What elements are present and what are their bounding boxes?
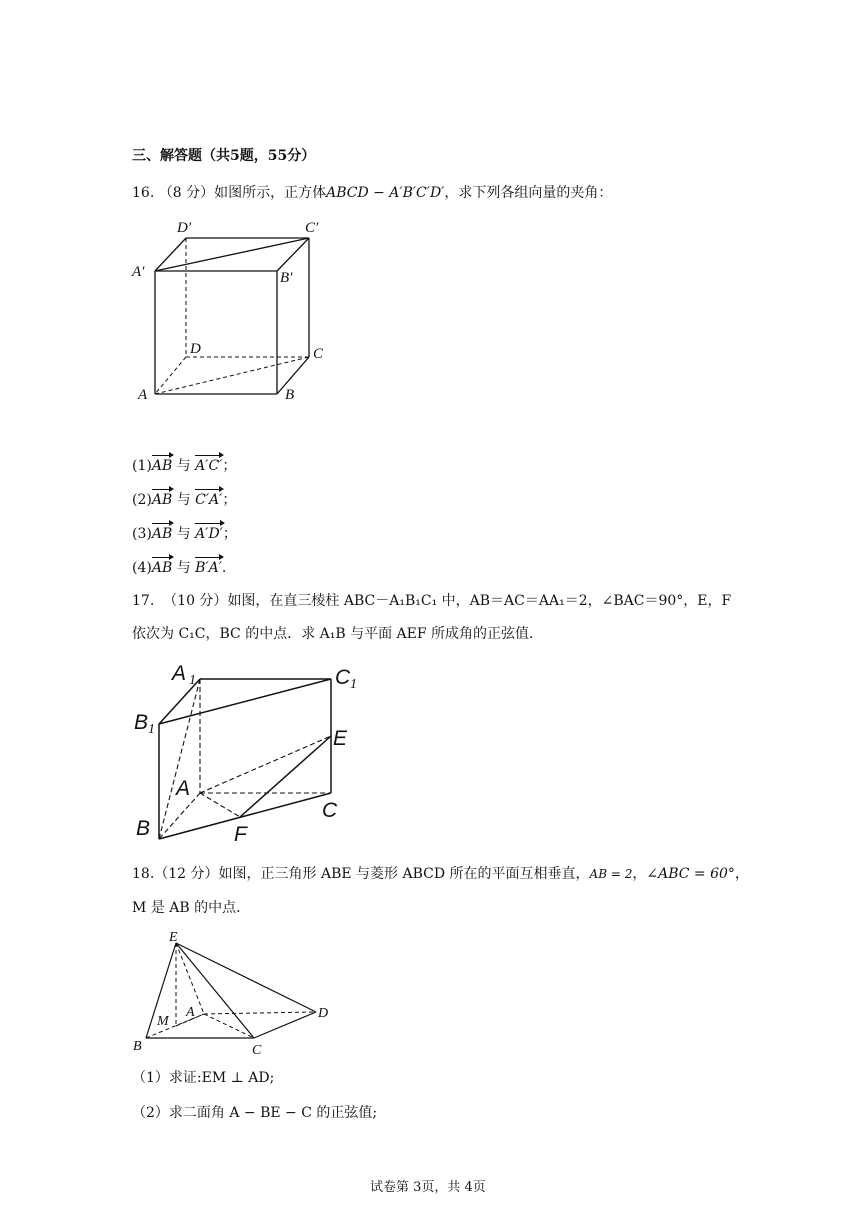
- prism-label-a1: A: [172, 662, 187, 685]
- page-footer: 试卷第 3页，共 4页: [370, 1180, 486, 1195]
- pyramid-label-c: C: [252, 1043, 262, 1058]
- q18-comma-1: ，: [632, 866, 647, 882]
- vector-c1a1: C′A′: [195, 488, 222, 510]
- prism-label-b: B: [136, 817, 151, 840]
- cube-label-a: A: [138, 387, 148, 403]
- q18-math-ab: AB = 2: [589, 867, 633, 881]
- q17-points: （10 分）: [163, 593, 228, 609]
- q18-math-angle: ∠ABC = 60°: [646, 866, 735, 882]
- q18-subquestion-1: （1）求证:EM ⊥ AD;: [132, 1070, 275, 1086]
- cube-label-b-prime: B′: [280, 270, 293, 286]
- item-number: (3): [132, 526, 152, 542]
- q17-text-line-1: 如图，在直三棱柱 ABC－A₁B₁C₁ 中，AB＝AC＝AA₁＝2，∠BAC＝90°，E，F: [227, 593, 732, 609]
- prism-label-b1-sub: 1: [148, 722, 155, 737]
- conjunction: 与: [176, 492, 191, 508]
- prism-label-c1: C: [335, 666, 351, 689]
- prism-label-e: E: [333, 727, 348, 750]
- item-number: (1): [132, 458, 152, 474]
- q18-text-a: 如图，正三角形 ABE 与菱形 ABCD 所在的平面互相垂直，: [218, 866, 590, 882]
- cube-label-b: B: [285, 387, 295, 403]
- q18-comma-2: ，: [734, 866, 749, 882]
- section-title: 三、解答题（共5题，55分）: [132, 148, 316, 164]
- item-end: .: [221, 560, 227, 576]
- vector-a1c1: A′C′: [195, 454, 222, 476]
- prism-label-b1: B: [134, 711, 149, 734]
- cube-label-a-prime: A′: [132, 264, 145, 280]
- question-18-line-2: M 是 AB 的中点．: [132, 900, 251, 916]
- item-end: ；: [222, 492, 237, 508]
- q16-number: 16.: [132, 185, 155, 201]
- pyramid-label-d: D: [318, 1006, 329, 1021]
- question-17-line-2: 依次为 C₁C，BC 的中点．求 A₁B 与平面 AEF 所成角的正弦值．: [132, 626, 544, 642]
- conjunction: 与: [176, 526, 191, 542]
- q16-points: （8 分）: [158, 185, 215, 201]
- vector-ab: AB: [152, 488, 172, 510]
- q16-math: ABCD − A′B′C′D′: [326, 185, 445, 201]
- item-end: ；: [222, 458, 237, 474]
- q18-points: （12 分）: [154, 866, 219, 882]
- q18-subquestion-2: （2）求二面角 A − BE − C 的正弦值;: [132, 1105, 378, 1121]
- item-number: (2): [132, 492, 152, 508]
- vector-b1a1: B′A′: [195, 556, 222, 578]
- pyramid-label-b: B: [133, 1039, 142, 1054]
- q18-number: 18.: [132, 866, 155, 882]
- conjunction: 与: [176, 458, 191, 474]
- prism-label-c1-sub: 1: [350, 677, 357, 692]
- item-end: ；: [222, 526, 237, 542]
- q16-text-a: 如图所示，正方体: [214, 185, 327, 201]
- prism-label-a: A: [176, 777, 191, 800]
- item-number: (4): [132, 560, 152, 576]
- vector-a1d1: A′D′: [195, 522, 223, 544]
- cube-label-d-prime: D′: [177, 220, 192, 236]
- prism-label-f: F: [234, 823, 247, 846]
- q17-number: 17.: [132, 593, 155, 609]
- cube-label-c-prime: C′: [305, 220, 319, 236]
- prism-label-a1-sub: 1: [189, 673, 196, 688]
- vector-ab: AB: [152, 556, 172, 578]
- conjunction: 与: [176, 560, 191, 576]
- vector-ab: AB: [152, 522, 172, 544]
- pyramid-label-a: A: [186, 1005, 195, 1020]
- pyramid-label-e: E: [169, 930, 178, 945]
- cube-label-d: D: [190, 341, 201, 357]
- vector-ab: AB: [152, 454, 172, 476]
- pyramid-label-m: M: [157, 1014, 169, 1029]
- cube-label-c: C: [313, 346, 324, 362]
- prism-label-c: C: [322, 799, 338, 822]
- q16-text-b: ，求下列各组向量的夹角：: [444, 185, 613, 201]
